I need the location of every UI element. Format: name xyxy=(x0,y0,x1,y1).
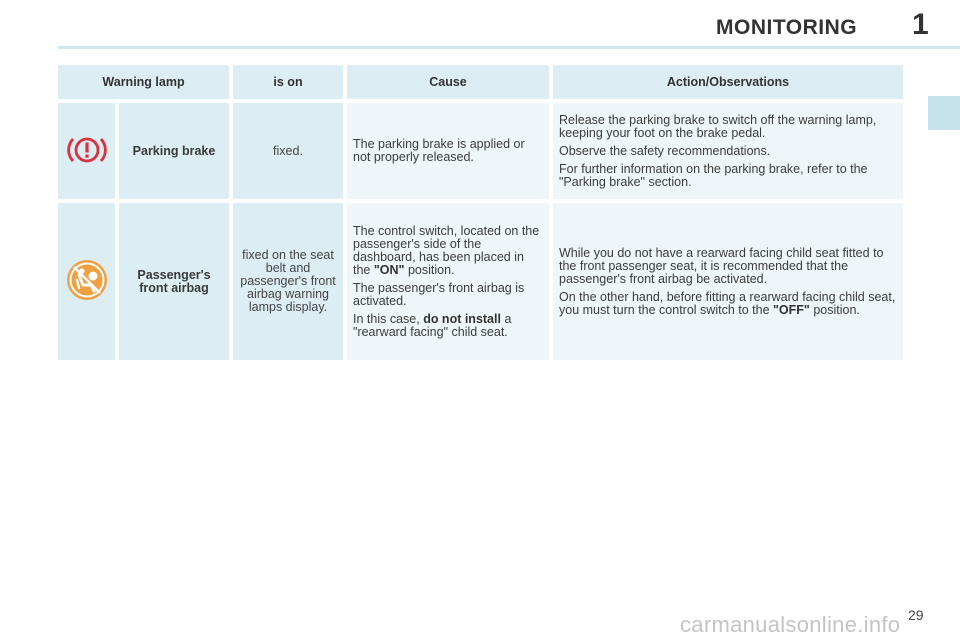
action-text: While you do not have a rearward facing child seat fitted to the front passenger seat, it is recommended that the passenger's front airbag be activated. xyxy=(559,245,884,286)
cause-text: The parking brake is applied or not properly released. xyxy=(353,137,525,164)
cause-text: The control switch, located on the passenger's side of the dashboard, has been placed in the "ON" position. xyxy=(353,223,540,277)
chapter-side-tab xyxy=(928,96,960,130)
header-warning-lamp: Warning lamp xyxy=(58,65,229,99)
lamp-is-on: fixed on the seat belt and passenger's front airbag warning lamps display. xyxy=(233,203,343,360)
cause-text: In this case, do not install a "rearward facing" child seat. xyxy=(353,311,512,339)
lamp-name: Passenger's front airbag xyxy=(119,203,229,360)
header-rule xyxy=(58,46,960,49)
lamp-action xyxy=(553,103,903,199)
header-is-on: is on xyxy=(233,65,343,99)
action-text: For further information on the parking brake, refer to the "Parking brake" section. xyxy=(559,161,868,189)
lamp-cause xyxy=(347,103,549,199)
chapter-number: 1 xyxy=(912,8,929,41)
cause-text: The passenger's front airbag is activated. xyxy=(353,280,525,308)
page-number: 29 xyxy=(908,607,924,623)
action-text: On the other hand, before fitting a rearward facing child seat, you must turn the control switch to the "OFF" position. xyxy=(559,289,896,317)
action-text: Release the parking brake to switch off the warning lamp, keeping your foot on the brake pedal. xyxy=(559,112,877,140)
table-row xyxy=(58,103,115,199)
header-action: Action/Observations xyxy=(553,65,903,99)
table-row xyxy=(58,203,115,360)
header-cause: Cause xyxy=(347,65,549,99)
lamp-cause xyxy=(347,203,549,360)
passenger-airbag-off-icon xyxy=(65,258,109,305)
parking-brake-warning-icon xyxy=(66,134,108,169)
lamp-action xyxy=(553,203,903,360)
page-title: MONITORING xyxy=(716,16,858,39)
lamp-is-on: fixed. xyxy=(233,103,343,199)
watermark: carmanualsonline.info xyxy=(680,612,901,637)
action-text: Observe the safety recommendations. xyxy=(559,143,771,158)
lamp-name: Parking brake xyxy=(119,103,229,199)
